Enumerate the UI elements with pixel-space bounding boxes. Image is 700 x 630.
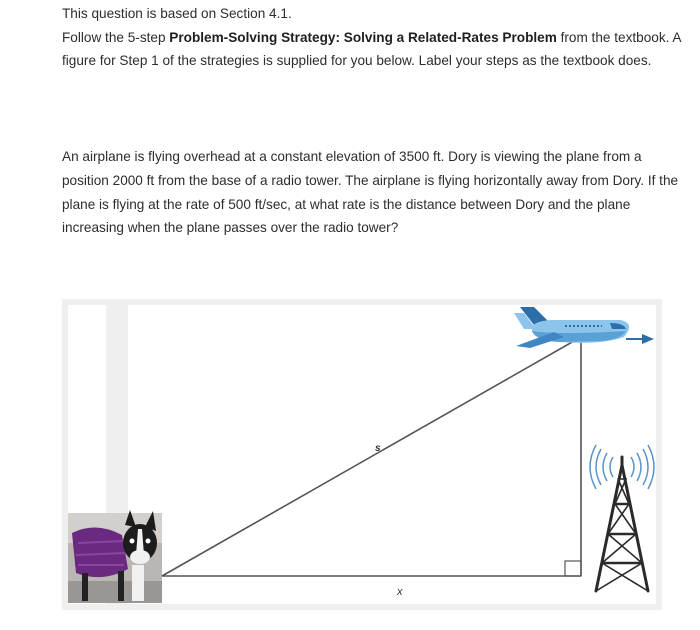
intro-text	[62, 2, 682, 73]
dog-photo	[68, 510, 162, 603]
figure-canvas	[62, 299, 662, 610]
problem-text: An airplane is flying overhead at a constant elevation of 3500 ft. Dory is viewing the plane from a position 2000 ft from the base of a radio tower. The airplane is flying horizontally away from Dory. If the plane is flying at the rate of 500 ft/sec, at what rate is the distance between Dory and the plane increasing when the plane passes over the radio tower?	[62, 149, 679, 236]
base-label: x	[397, 586, 403, 598]
intro-line-2	[62, 26, 682, 73]
intro-text-before: Follow the 5-step	[62, 29, 170, 45]
strategy-title: Problem-Solving Strategy: Solving a Related-Rates Problem	[169, 29, 557, 45]
hypotenuse-label: s	[375, 443, 381, 454]
problem-statement	[62, 145, 687, 240]
intro-text-after: from the textbook. A figure for Step 1 of the strategies is supplied for you below. Label your steps as the textbook does.	[62, 29, 681, 69]
related-rates-figure	[62, 299, 662, 610]
figure-main-area	[128, 305, 656, 604]
intro-line-1: This question is based on Section 4.1.	[62, 6, 292, 21]
